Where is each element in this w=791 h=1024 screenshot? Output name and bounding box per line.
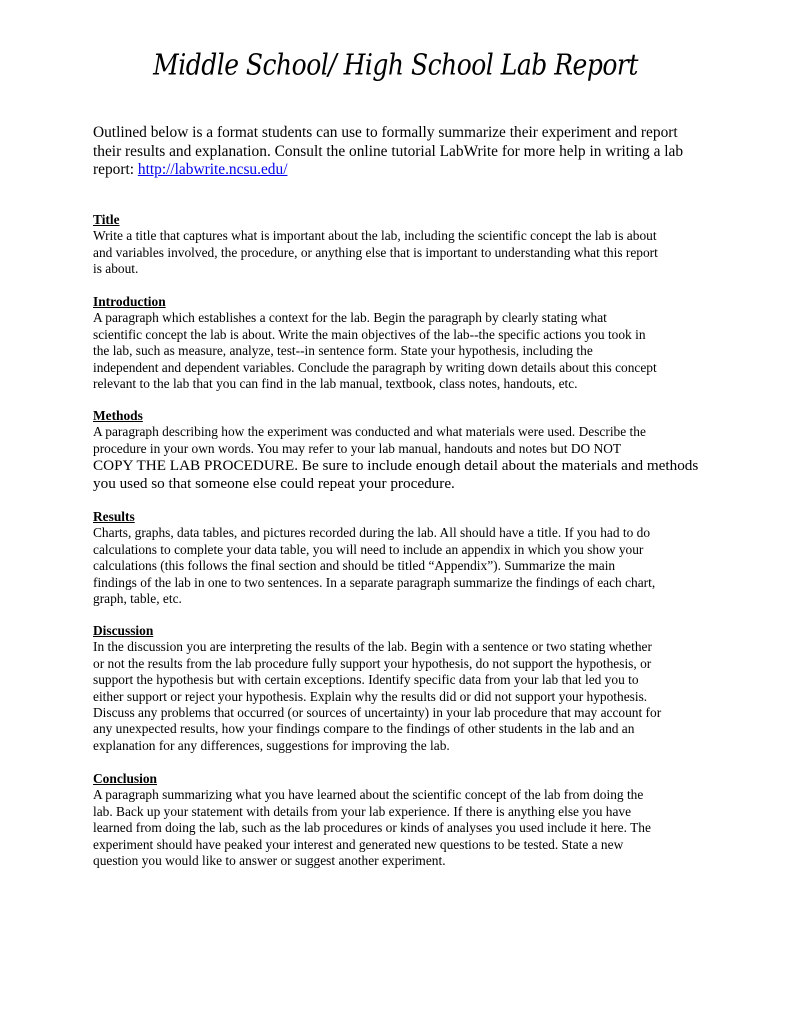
paragraph-line: In the discussion you are interpreting the results of the lab. Begin with a sentence or two stating whether [93,639,652,655]
paragraph-line: calculations (this follows the final section and should be titled “Appendix”). Summarize the main [93,558,616,574]
paragraph-line: either support or reject your hypothesis. Explain why the results did or did not support your hypothesis. [93,688,648,704]
paragraph-line: lab. Back up your statement with details from your lab experience. If there is anything else you have [93,803,632,819]
intro-paragraph [93,124,683,180]
section-discussion [93,623,661,754]
paragraph-line: COPY THE LAB PROCEDURE. Be sure to include enough detail about the materials and methods [93,457,699,475]
paragraph-line: Write a title that captures what is important about the lab, including the scientific concept the lab is about [93,228,657,244]
section-results [93,509,655,607]
paragraph-line: graph, table, etc. [93,591,182,607]
paragraph-line: scientific concept the lab is about. Write the main objectives of the lab--the specific actions you took in [93,326,646,342]
intro-line [93,161,683,180]
section-methods [93,408,698,493]
section-conclusion [93,771,651,869]
paragraph-line: Charts, graphs, data tables, and pictures recorded during the lab. All should have a title. If you had to do [93,525,651,541]
intro-line: their results and explanation. Consult the online tutorial LabWrite for more help in writing a lab [93,142,684,160]
section-title [93,212,658,278]
section-heading: Discussion [93,623,154,638]
paragraph-line: or not the results from the lab procedure fully support your hypothesis, do not support the hypothesis, or [93,655,652,671]
paragraph-line: findings of the lab in one to two sentences. In a separate paragraph summarize the findings of each chart, [93,574,656,590]
section-heading: Conclusion [93,771,157,786]
paragraph-line: independent and dependent variables. Conclude the paragraph by writing down details about this concept [93,359,657,375]
paragraph-line: any unexpected results, how your findings compare to the findings of other students in the lab and an [93,721,635,737]
paragraph-line: A paragraph summarizing what you have learned about the scientific concept of the lab from doing the [93,787,644,803]
section-introduction [93,294,657,392]
intro-line: Outlined below is a format students can use to formally summarize their experiment and report [93,124,678,141]
section-heading: Title [93,212,120,227]
section-heading: Introduction [93,294,166,309]
paragraph-line: Discuss any problems that occurred (or sources of uncertainty) in your lab procedure that may account for [93,705,662,721]
paragraph-line: A paragraph which establishes a context for the lab. Begin the paragraph by clearly stating what [93,310,607,326]
paragraph-line: question you would like to answer or suggest another experiment. [93,853,446,869]
paragraph-line: the lab, such as measure, analyze, test--in sentence form. State your hypothesis, including the [93,343,593,359]
paragraph-line: learned from doing the lab, such as the lab procedures or kinds of analyses you used include it here. The [93,820,651,836]
paragraph-line: procedure in your own words. You may refer to your lab manual, handouts and notes but DO NOT [93,440,622,456]
section-heading: Results [93,509,135,524]
paragraph-line: A paragraph describing how the experiment was conducted and what materials were used. Describe the [93,424,646,440]
labwrite-link[interactable]: http://labwrite.ncsu.edu/ [137,161,288,178]
paragraph-line: and variables involved, the procedure, or anything else that is important to understanding what this report [93,244,658,260]
section-heading: Methods [93,408,143,423]
paragraph-line: relevant to the lab that you can find in the lab manual, textbook, class notes, handouts, etc. [93,376,578,392]
intro-link-prefix: report: [93,161,138,178]
document-title: Middle School/ High School Lab Report [153,47,638,82]
paragraph-line: experiment should have peaked your interest and generated new questions to be tested. State a new [93,836,624,852]
paragraph-line: explanation for any differences, suggestions for improving the lab. [93,737,450,753]
paragraph-line: support the hypothesis but with certain exceptions. Identify specific data from your lab that led you to [93,672,639,688]
paragraph-line: you used so that someone else could repeat your procedure. [93,475,455,493]
paragraph-line: is about. [93,261,139,277]
paragraph-line: calculations to complete your data table, you will need to include an appendix in which you show your [93,541,644,557]
